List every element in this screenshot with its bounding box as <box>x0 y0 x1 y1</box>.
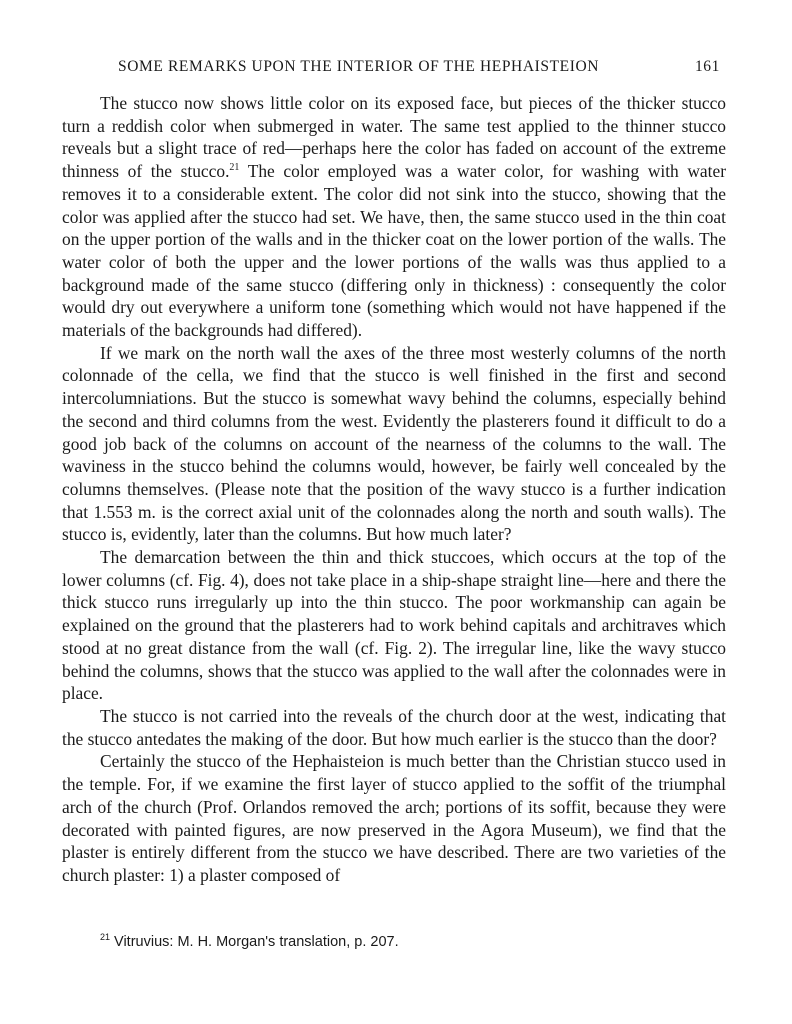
paragraph-5: Certainly the stucco of the Hephaisteion is much better than the Christian stucco used in the temple. For, if we examine the first layer of stucco applied to the soffit of the triumphal arch of the church (Prof. Orlandos removed the arch; portions of its soffit, because they were decorated with painted figures, are now preserved in the Agora Museum), we find that the plaster is entirely different from the stucco we have described. There are two varieties of the church plaster: 1) a plaster composed of <box>62 751 726 885</box>
footnote-reference: 21 <box>229 162 240 174</box>
running-title: SOME REMARKS UPON THE INTERIOR OF THE HEPHAISTEION <box>118 58 600 75</box>
paragraph-2: If we mark on the north wall the axes of the three most westerly columns of the north colonnade of the cella, we find that the stucco is well finished in the first and second intercolumniations. But the stucco is somewhat wavy behind the columns, especially behind the second and third columns from the west. Evidently the plasterers found it difficult to do a good job back of the columns on account of the nearness of the columns to the wall. The waviness in the stucco behind the columns would, however, be fairly well concealed by the columns themselves. (Please note that the position of the wavy stucco is a further indication that 1.553 m. is the correct axial unit of the colonnades along the north and south walls). The stucco is, evidently, later than the columns. But how much later? <box>62 342 726 545</box>
footnote-number: 21 <box>100 932 111 943</box>
paragraph-3: The demarcation between the thin and thick stuccoes, which occurs at the top of the lower columns (cf. Fig. 4), does not take place in a ship-shape straight line—here and there the thick stucco runs irregularly up into the thin stucco. The poor workmanship can again be explained on the ground that the plasterers had to work behind capitals and architraves which stood at no great distance from the wall (cf. Fig. 2). The irregular line, like the wavy stucco behind the columns, shows that the stucco was applied to the wall after the colonnades were in place. <box>62 547 726 704</box>
paragraph-1 <box>62 92 726 342</box>
paragraph-1-continued: The color employed was a water color, for washing with water removes it to a considerable extent. The color did not sink into the stucco, showing that the color was applied after the stucco had set. We have, then, the same stucco used in the thin coat on the upper portion of the walls and in the thicker coat on the lower portion of the walls. The water color of both the upper and the lower portions of the walls was thus applied to a background made of the same stucco (differing only in thickness) : consequently the color would dry out everywhere a uniform tone (something which would not have happened if the materials of the backgrounds had differed). <box>62 161 726 341</box>
paragraph-4: The stucco is not carried into the reveals of the church door at the west, indicating that the stucco antedates the making of the door. But how much earlier is the stucco than the door? <box>62 705 726 749</box>
body-text <box>62 92 726 887</box>
footnote-text: Vitruvius: M. H. Morgan's translation, p. 207. <box>110 934 399 950</box>
paragraph-1-text: The stucco now shows little color on its exposed face, but pieces of the thicker stucco turn a reddish color when submerged in water. The same test applied to the thinner stucco reveals but a slight trace of red—perhaps here the color has faded on account of the extreme thinness of the stucco. <box>62 93 726 182</box>
page-number: 161 <box>694 58 720 75</box>
running-header <box>62 58 732 80</box>
footnote <box>100 934 720 950</box>
